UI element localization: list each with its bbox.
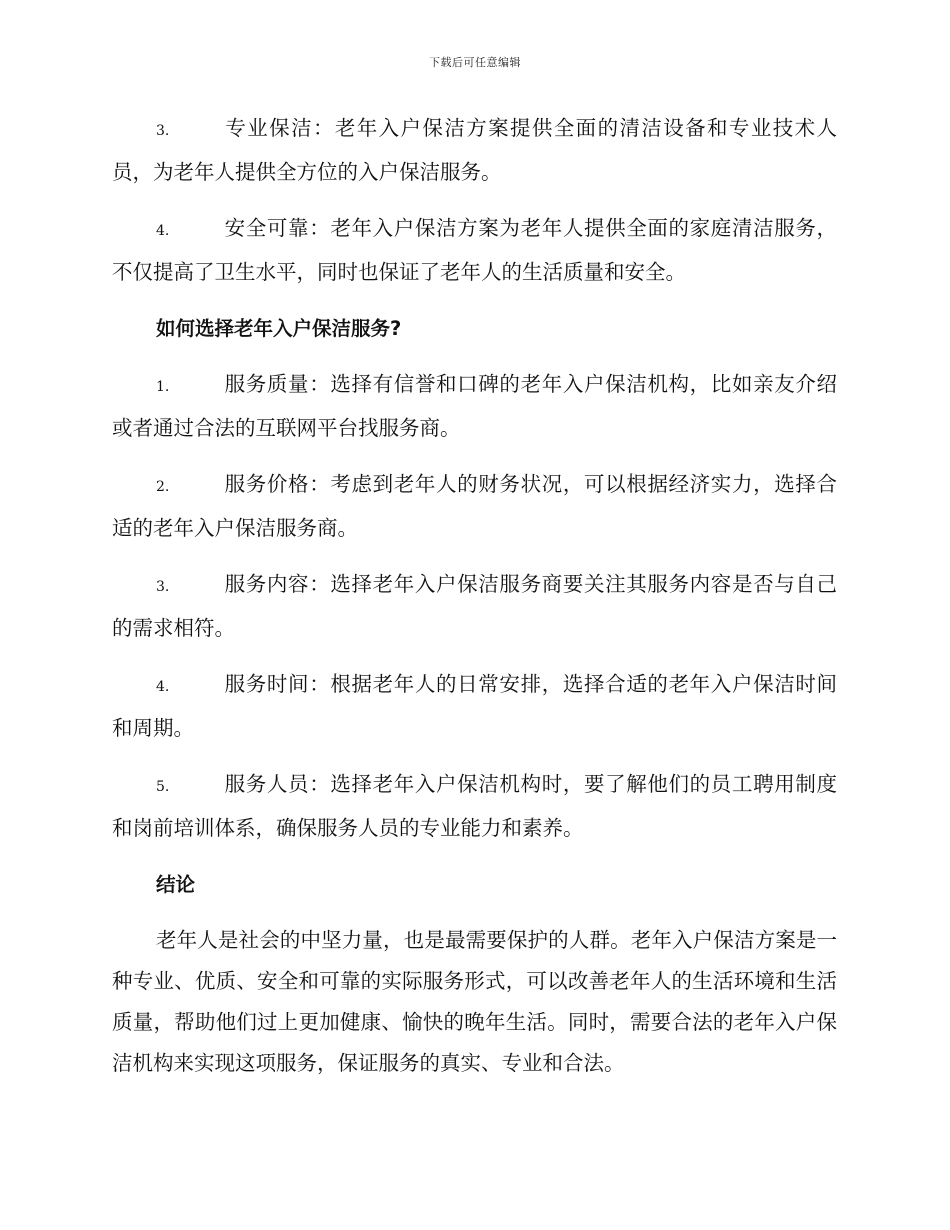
list-text: 服务内容：选择老年入户保洁服务商要关注其服务内容是否与自己的需求相符。 bbox=[112, 572, 837, 640]
list-item bbox=[112, 564, 837, 649]
list-item bbox=[112, 664, 837, 749]
list-item bbox=[112, 108, 837, 193]
list-text: 服务人员：选择老年入户保洁机构时，要了解他们的员工聘用制度和岗前培训体系，确保服务人员的专业能力和素养。 bbox=[112, 772, 837, 840]
page-header: 下载后可任意编辑 bbox=[429, 56, 521, 69]
list-text: 服务质量：选择有信誉和口碑的老年入户保洁机构，比如亲友介绍或者通过合法的互联网平台找服务商。 bbox=[112, 372, 837, 440]
list-number: 5. bbox=[156, 779, 170, 795]
conclusion-heading: 结论 bbox=[156, 873, 196, 896]
list-number: 3. bbox=[156, 123, 170, 139]
list-number: 3. bbox=[156, 579, 170, 595]
section-heading: 如何选择老年入户保洁服务? bbox=[156, 317, 402, 340]
list-number: 1. bbox=[156, 379, 170, 395]
list-number: 4. bbox=[156, 679, 170, 695]
list-item bbox=[112, 364, 837, 449]
list-item bbox=[112, 208, 837, 293]
list-text: 专业保洁：老年入户保洁方案提供全面的清洁设备和专业技术人员，为老年人提供全方位的入户保洁服务。 bbox=[112, 116, 837, 184]
list-number: 4. bbox=[156, 223, 170, 239]
conclusion-paragraph: 老年人是社会的中坚力量，也是最需要保护的人群。老年入户保洁方案是一种专业、优质、安全和可靠的实际服务形式，可以改善老年人的生活环境和生活质量，帮助他们过上更加健康、愉快的晚年生活。同时，需要合法的老年入户保洁机构来实现这项服务，保证服务的真实、专业和合法。 bbox=[112, 928, 837, 1075]
document-body bbox=[112, 108, 837, 1084]
list-item bbox=[112, 464, 837, 549]
list-number: 2. bbox=[156, 479, 170, 495]
list-text: 安全可靠：老年入户保洁方案为老年人提供全面的家庭清洁服务，不仅提高了卫生水平，同时也保证了老年人的生活质量和安全。 bbox=[112, 216, 837, 284]
list-text: 服务时间：根据老年人的日常安排，选择合适的老年入户保洁时间和周期。 bbox=[112, 672, 837, 740]
list-text: 服务价格：考虑到老年人的财务状况，可以根据经济实力，选择合适的老年入户保洁服务商。 bbox=[112, 472, 837, 540]
list-item bbox=[112, 764, 837, 849]
